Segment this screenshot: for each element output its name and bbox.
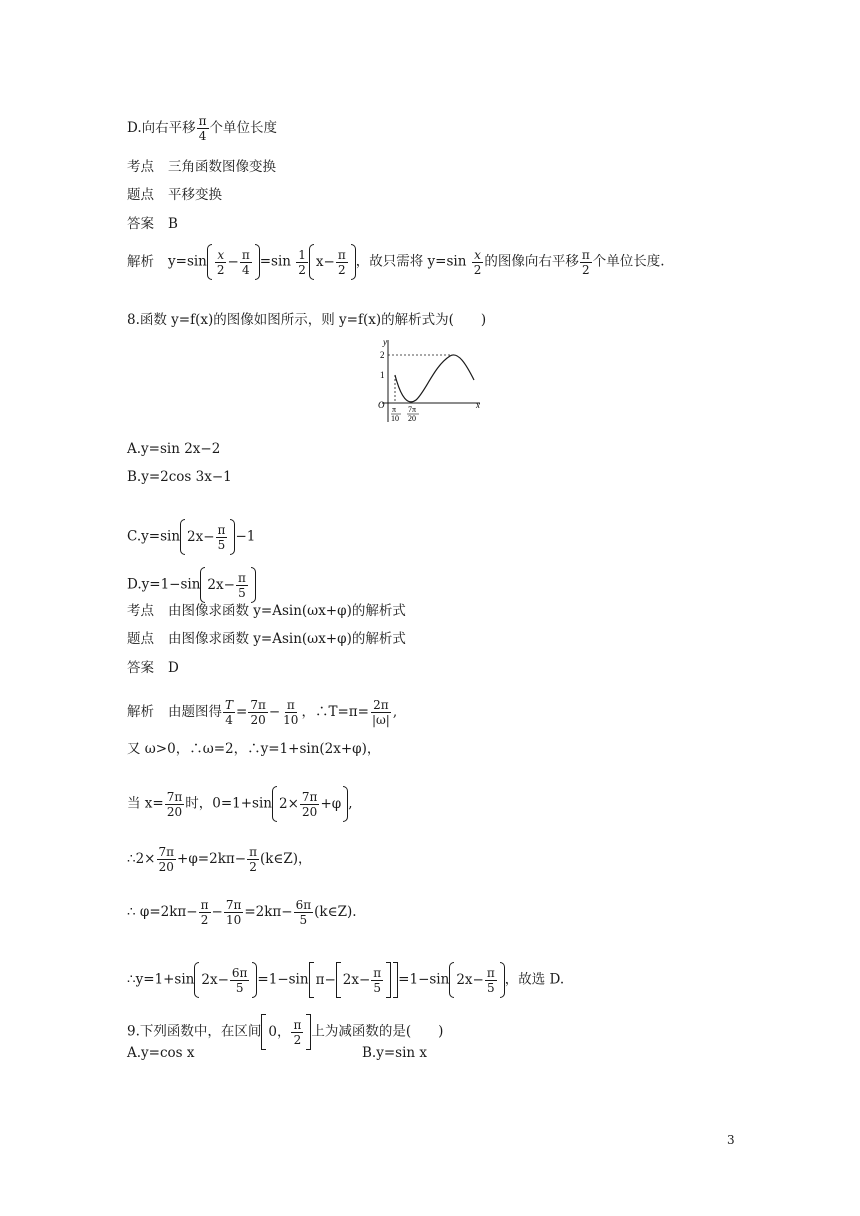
tick-label-pi-10-den: 10: [391, 414, 399, 423]
q8-solution-line3: 当 x= $\frac{7\pi}{20}$ 时，0=1+sin 2× $\frac{7\pi}{20}$ +φ ,: [127, 786, 353, 822]
tick-label-1: 1: [380, 370, 385, 380]
q8-solution-line1: 解析 由题图得 $\frac{T}{4}$ = $\frac{7\pi}{20}$ − $\frac{\pi}{10}$ ，∴T=π= $\frac{2\pi}{|\omega|}$ ,: [127, 698, 398, 727]
q8-option-d: D.y=1−sin 2x− $\frac{\pi}{5}$: [127, 567, 256, 603]
tick-label-pi-10-num: π: [392, 405, 397, 414]
q7-tidian: 题点 平移变换: [127, 187, 222, 203]
q7-solution: 解析 y=sin $\frac{x}{2}$ − $\frac{\pi}{4}$ =sin $\frac{1}{2}$ x− $\frac{\pi}{2}$ ，故只需将 y=sin $\frac{x}{2}$ 的图像向右平移 $\frac{\pi}{2}$ 个单位长度.: [127, 244, 665, 280]
origin-label: O: [378, 400, 385, 410]
q8-solution-line2: 又 ω>0，∴ω=2，∴y=1+sin(2x+φ)，: [127, 741, 381, 757]
q9-question: 9.下列函数中，在区间 0， $\frac{\pi}{2}$ 上为减函数的是( ): [127, 1014, 443, 1050]
sine-curve: [395, 355, 474, 402]
q8-option-a: A.y=sin 2x−2: [127, 441, 221, 457]
q8-solution-line6: ∴y=1+sin 2x− $\frac{6\pi}{5}$ =1−sin π− 2x− $\frac{\pi}{5}$ =1−sin 2x− $\frac{\pi}{5}$ ，故选 D.: [127, 962, 564, 998]
q8-solution-line5: ∴ φ=2kπ− $\frac{\pi}{2}$ − $\frac{7\pi}{10}$ =2kπ− $\frac{6\pi}{5}$ (k∈Z).: [127, 898, 357, 927]
function-graph: [368, 336, 488, 426]
q8-option-c: C.y=sin 2x− $\frac{\pi}{5}$ −1: [127, 519, 255, 555]
q8-solution-line4: ∴2× $\frac{7\pi}{20}$ +φ=2kπ− $\frac{\pi}{2}$ (k∈Z)，: [127, 845, 312, 874]
q9-option-a: A.y=cos x: [127, 1045, 195, 1061]
q8-kaodian: 考点 由图像求函数 y=Asin(ωx+φ)的解析式: [127, 603, 406, 619]
tick-label-7pi-20-den: 20: [408, 414, 416, 423]
page-number: 3: [727, 1133, 735, 1147]
parenthesis-group: $\frac{x}{2}$ − $\frac{\pi}{4}$: [207, 244, 260, 280]
parenthesis-group: x− $\frac{\pi}{2}$: [309, 244, 356, 280]
q8-question: 8.函数 y=f(x)的图像如图所示，则 y=f(x)的解析式为( ): [127, 312, 487, 328]
q7-answer: 答案 B: [127, 216, 178, 232]
y-axis-label: y: [383, 337, 387, 347]
q8-answer: 答案 D: [127, 660, 179, 676]
q8-tidian: 题点 由图像求函数 y=Asin(ωx+φ)的解析式: [127, 631, 406, 647]
q9-option-b: B.y=sin x: [362, 1045, 427, 1061]
x-axis-label: x: [476, 400, 480, 410]
tick-label-7pi-20-num: 7π: [408, 405, 417, 414]
tick-label-2: 2: [380, 350, 385, 360]
fraction: $\frac{\pi}{4}$: [198, 114, 207, 143]
q7-kaodian: 考点 三角函数图像变换: [127, 159, 276, 175]
q7-option-d: D.向右平移 $\frac{\pi}{4}$ 个单位长度: [127, 114, 278, 143]
q8-option-b: B.y=2cos 3x−1: [127, 469, 232, 485]
